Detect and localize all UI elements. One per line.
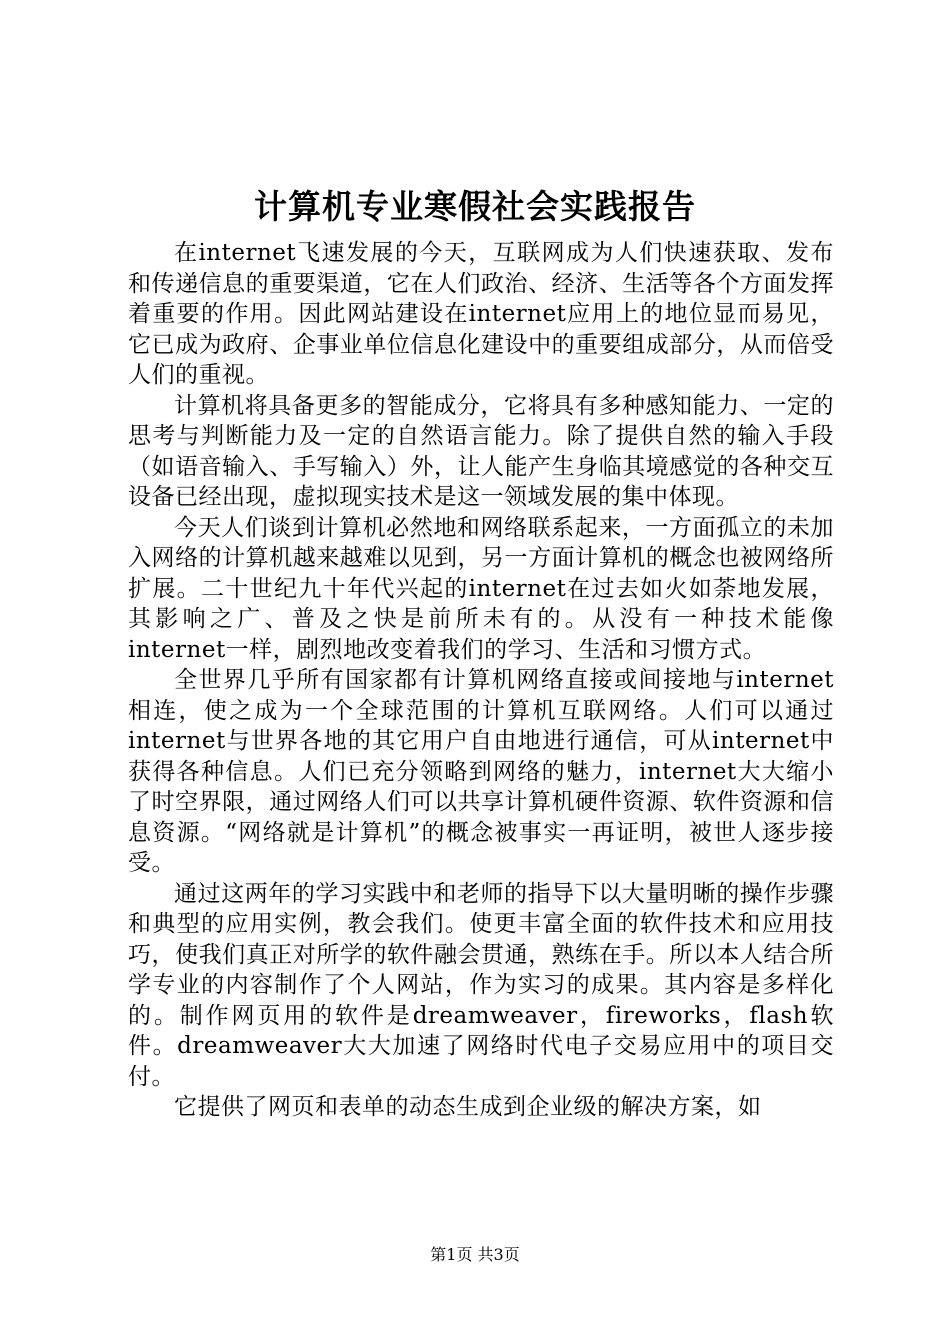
paragraph-1: 在internet飞速发展的今天，互联网成为人们快速获取、发布和传递信息的重要渠道，它在人们政治、经济、生活等各个方面发挥着重要的作用。因此网站建设在internet应用上的地位显而易见，它已成为政府、企事业单位信息化建设中的重要组成部分，从而倍受人们的重视。 xyxy=(128,240,834,388)
document-body xyxy=(128,238,834,1123)
paragraph-3: 今天人们谈到计算机必然地和网络联系起来，一方面孤立的未加入网络的计算机越来越难以见到，另一方面计算机的概念也被网络所扩展。二十世纪九十年代兴起的internet在过去如火如荼地发展，其影响之广、普及之快是前所未有的。从没有一种技术能像internet一样，剧烈地改变着我们的学习、生活和习惯方式。 xyxy=(128,514,834,663)
paragraph-5: 通过这两年的学习实践中和老师的指导下以大量明晰的操作步骤和典型的应用实例，教会我们。使更丰富全面的软件技术和应用技巧，使我们真正对所学的软件融会贯通，熟练在手。所以本人结合所学专业的内容制作了个人网站，作为实习的成果。其内容是多样化的。制作网页用的软件是dreamweaver，fireworks，flash软件。dreamweaver大大加速了网络时代电子交易应用中的项目交付。 xyxy=(128,880,834,1090)
paragraph-4: 全世界几乎所有国家都有计算机网络直接或间接地与internet相连，使之成为一个全球范围的计算机互联网络。人们可以通过internet与世界各地的其它用户自由地进行通信，可从internet中获得各种信息。人们已充分领略到网络的魅力，internet大大缩小了时空界限，通过网络人们可以共享计算机硬件资源、软件资源和信息资源。“网络就是计算机”的概念被事实一再证明，被世人逐步接受。 xyxy=(128,667,834,876)
document-title: 计算机专业寒假社会实践报告 xyxy=(254,187,696,226)
page-number-footer: 第1页 共3页 xyxy=(430,1245,520,1264)
paragraph-2: 计算机将具备更多的智能成分，它将具有多种感知能力、一定的思考与判断能力及一定的自然语言能力。除了提供自然的输入手段（如语音输入、手写输入）外，让人能产生身临其境感觉的各种交互设备已经出现，虚拟现实技术是这一领域发展的集中体现。 xyxy=(128,392,834,510)
paragraph-6: 它提供了网页和表单的动态生成到企业级的解决方案，如 xyxy=(174,1094,762,1120)
